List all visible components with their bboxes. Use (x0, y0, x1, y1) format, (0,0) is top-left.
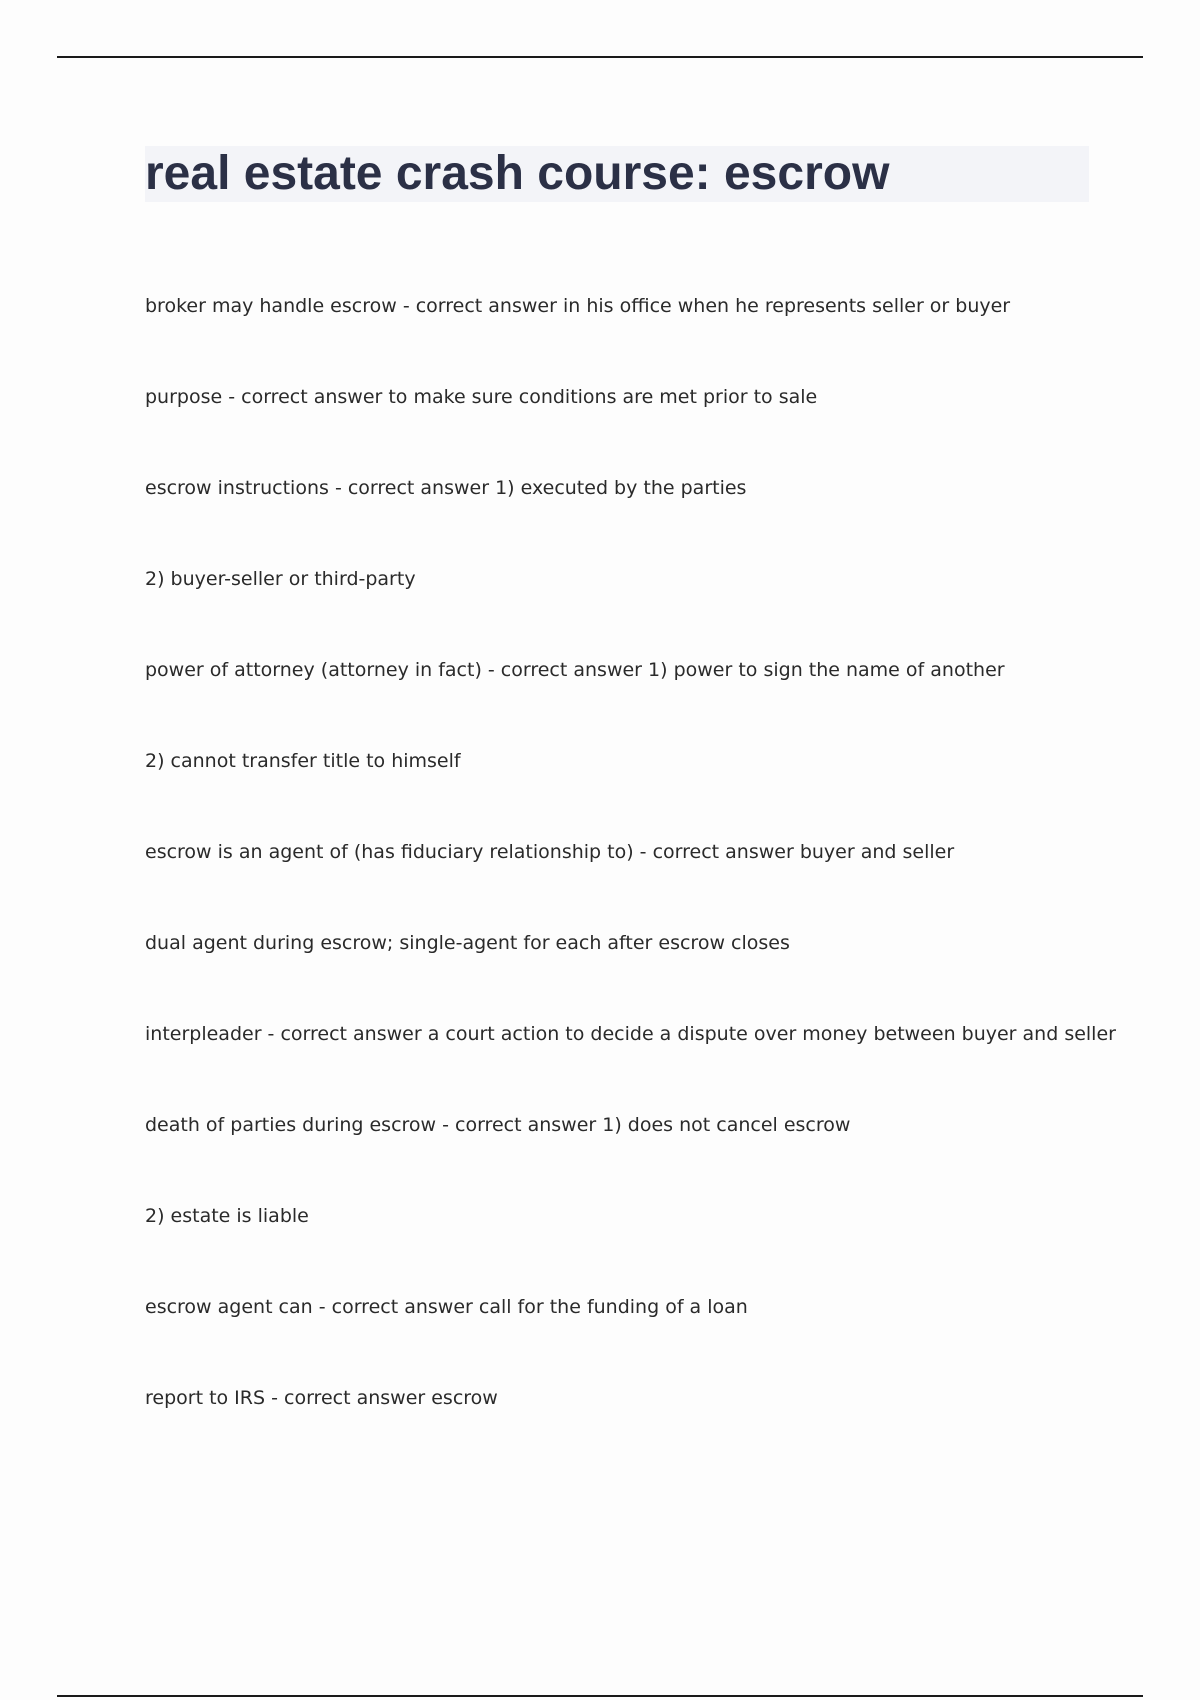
page-title: real estate crash course: escrow (145, 147, 890, 200)
entry-answer: 1) executed by the parties (495, 477, 747, 499)
entry-separator: - correct answer (261, 1023, 428, 1045)
entry-answer: 2) buyer-seller or third-party (145, 568, 416, 590)
entry-term: purpose (145, 386, 223, 408)
entry-term: death of parties during escrow (145, 1114, 437, 1136)
entry-answer: 2) cannot transfer title to himself (145, 750, 461, 772)
entry-term: escrow instructions (145, 477, 329, 499)
flashcard-entry (145, 385, 817, 409)
flashcard-entry (145, 840, 954, 864)
flashcard-entry (145, 1022, 1116, 1046)
flashcard-entry (145, 1295, 748, 1319)
flashcard-continuation (145, 1204, 309, 1228)
entry-term: escrow agent can (145, 1296, 313, 1318)
top-rule (57, 56, 1143, 58)
entry-answer: in his office when he represents seller or buyer (562, 295, 1011, 317)
entry-answer: call for the funding of a loan (478, 1296, 748, 1318)
entry-separator: - correct answer (633, 841, 800, 863)
entry-term: power of attorney (attorney in fact) (145, 659, 482, 681)
entry-separator: - correct answer (396, 295, 563, 317)
entry-separator: - correct answer (481, 659, 649, 681)
entry-term: escrow is an agent of (has fiduciary relationship to) (145, 841, 634, 863)
flashcard-continuation (145, 749, 461, 773)
entry-answer: to make sure conditions are met prior to sale (388, 386, 818, 408)
entry-answer: escrow (431, 1387, 498, 1409)
entry-answer: dual agent during escrow; single-agent for each after escrow closes (145, 932, 790, 954)
flashcard-entry (145, 658, 1005, 682)
entry-answer: 2) estate is liable (145, 1205, 309, 1227)
flashcard-entry (145, 294, 1010, 318)
entry-term: broker may handle escrow (145, 295, 397, 317)
flashcard-entry (145, 476, 746, 500)
entry-term: interpleader (145, 1023, 262, 1045)
flashcard-continuation (145, 567, 416, 591)
entry-separator: - correct answer (222, 386, 389, 408)
entry-separator: - correct answer (328, 477, 496, 499)
entry-separator: - correct answer (436, 1114, 603, 1136)
entry-separator: - correct answer (312, 1296, 479, 1318)
entry-answer: 1) does not cancel escrow (602, 1114, 851, 1136)
flashcard-entry (145, 1113, 850, 1137)
entry-answer: a court action to decide a dispute over money between buyer and seller (427, 1023, 1116, 1045)
entry-answer: 1) power to sign the name of another (648, 659, 1005, 681)
entry-separator: - correct answer (265, 1387, 432, 1409)
flashcard-continuation (145, 931, 790, 955)
bottom-rule (57, 1695, 1143, 1697)
entry-answer: buyer and seller (799, 841, 955, 863)
flashcard-entry (145, 1386, 498, 1410)
entry-term: report to IRS (145, 1387, 266, 1409)
